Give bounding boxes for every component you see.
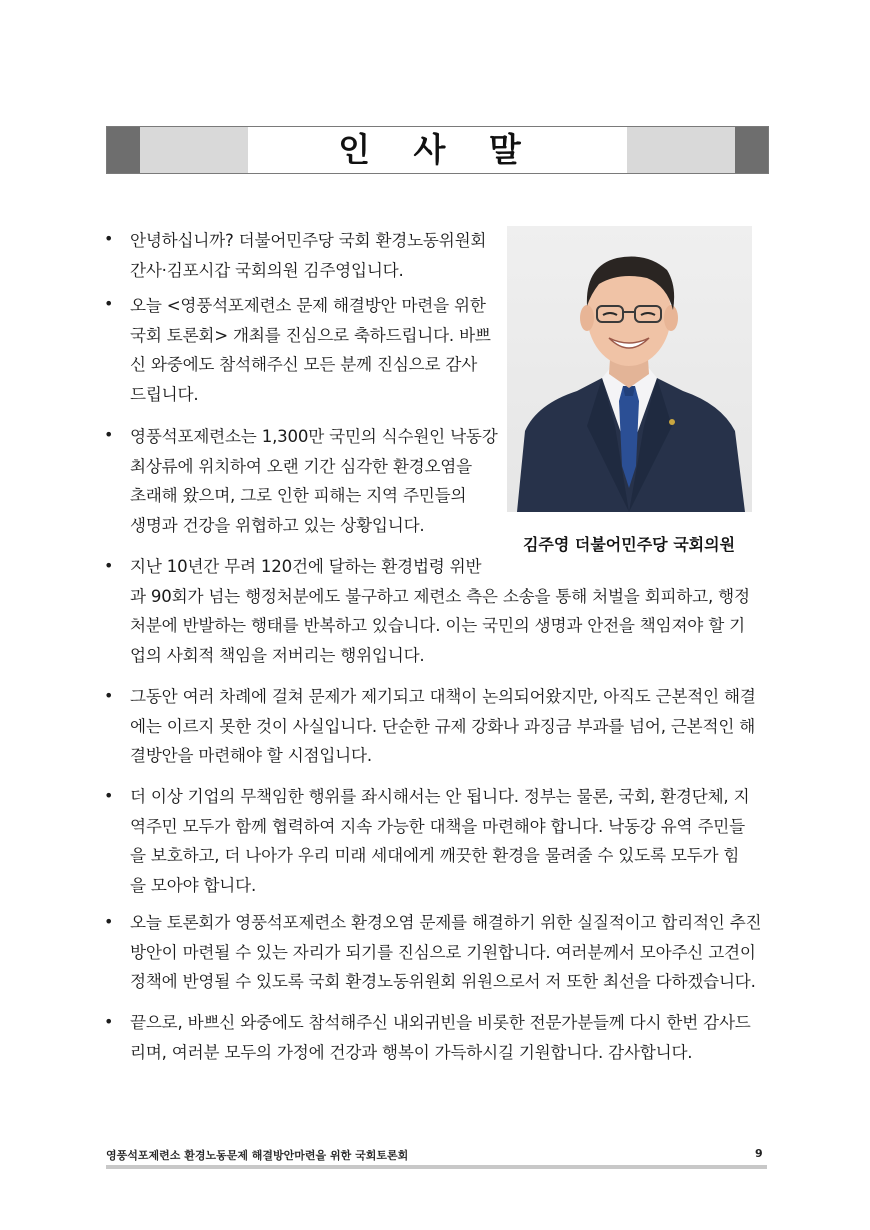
paragraph-7 bbox=[130, 908, 761, 997]
paragraph-line: 과 90회가 넘는 행정처분에도 불구하고 제련소 측은 소송을 통해 처벌을 회피하고, 행정 bbox=[130, 586, 750, 606]
paragraph-line: 영풍석포제련소는 1,300만 국민의 식수원인 낙동강 bbox=[130, 427, 498, 446]
paragraph-line: 역주민 모두가 함께 협력하여 지속 가능한 대책을 마련해야 합니다. 낙동강 유역 주민들 bbox=[130, 816, 745, 836]
paragraph-line: 초래해 왔으며, 그로 인한 피해는 지역 주민들의 bbox=[130, 486, 467, 505]
paragraph-1 bbox=[130, 226, 486, 285]
paragraph-line: 업의 사회적 책임을 저버리는 행위입니다. bbox=[130, 645, 425, 665]
banner-dark-block-left bbox=[107, 127, 140, 173]
footer-title: 영풍석포제련소 환경노동문제 해결방안마련을 위한 국회토론회 bbox=[106, 1149, 409, 1162]
photo-caption: 김주영 더불어민주당 국회의원 bbox=[522, 535, 736, 554]
bullet-8: • bbox=[104, 1012, 114, 1031]
paragraph-3 bbox=[130, 422, 498, 540]
portrait-illustration bbox=[507, 226, 752, 512]
paragraph-line: 오늘 <영풍석포제련소 문제 해결방안 마련을 위한 bbox=[130, 296, 486, 315]
bullet-4: • bbox=[104, 556, 114, 575]
paragraph-line: 지난 10년간 무려 120건에 달하는 환경법령 위반 bbox=[130, 557, 482, 576]
paragraph-line: 최상류에 위치하여 오랜 기간 심각한 환경오염을 bbox=[130, 456, 472, 476]
paragraph-line: 정책에 반영될 수 있도록 국회 환경노동위원회 위원으로서 저 또한 최선을 다하겠습니다. bbox=[130, 972, 756, 991]
paragraph-line: 을 보호하고, 더 나아가 우리 미래 세대에게 깨끗한 환경을 물려줄 수 있도록 모두가 힘 bbox=[130, 846, 740, 865]
paragraph-line: 오늘 토론회가 영풍석포제련소 환경오염 문제를 해결하기 위한 실질적이고 합리적인 추진 bbox=[130, 913, 762, 932]
banner-dark-block-right bbox=[735, 127, 768, 173]
bullet-6: • bbox=[104, 786, 114, 805]
paragraph-line: 그동안 여러 차례에 걸쳐 문제가 제기되고 대책이 논의되어왔지만, 아직도 근본적인 해결 bbox=[130, 687, 756, 706]
paragraph-line: 끝으로, 바쁘신 와중에도 참석해주신 내외귀빈을 비롯한 전문가분들께 다시 한번 감사드 bbox=[130, 1013, 751, 1032]
paragraph-line: 안녕하십니까? 더불어민주당 국회 환경노동위원회 bbox=[130, 231, 487, 250]
bullet-2: • bbox=[104, 294, 114, 313]
paragraph-4 bbox=[130, 552, 750, 670]
paragraph-line: 신 와중에도 참석해주신 모든 분께 진심으로 감사 bbox=[130, 355, 478, 374]
paragraph-line: 을 모아야 합니다. bbox=[130, 875, 257, 895]
paragraph-line: 간사·김포시갑 국회의원 김주영입니다. bbox=[130, 260, 404, 280]
paragraph-8 bbox=[130, 1008, 751, 1067]
banner-light-block-left bbox=[140, 127, 248, 173]
banner-light-block-right bbox=[627, 127, 735, 173]
paragraph-6 bbox=[130, 782, 749, 900]
page-title: 인 사 말 bbox=[338, 130, 537, 169]
paragraph-line: 처분에 반발하는 행태를 반복하고 있습니다. 이는 국민의 생명과 안전을 책임져야 할 기 bbox=[130, 616, 745, 635]
footer-divider bbox=[106, 1165, 767, 1169]
paragraph-line: 결방안을 마련해야 할 시점입니다. bbox=[130, 746, 372, 765]
bullet-1: • bbox=[104, 229, 114, 248]
paragraph-line: 에는 이르지 못한 것이 사실입니다. 단순한 규제 강화나 과징금 부과를 넘어, 근본적인 해 bbox=[130, 716, 756, 736]
paragraph-line: 리며, 여러분 모두의 가정에 건강과 행복이 가득하시길 기원합니다. 감사합니다. bbox=[130, 1042, 693, 1062]
bullet-3: • bbox=[104, 425, 114, 444]
paragraph-line: 생명과 건강을 위협하고 있는 상황입니다. bbox=[130, 515, 425, 535]
paragraph-line: 방안이 마련될 수 있는 자리가 되기를 진심으로 기원합니다. 여러분께서 모아주신 고견이 bbox=[130, 942, 756, 962]
bullet-7: • bbox=[104, 912, 114, 931]
paragraph-5 bbox=[130, 682, 756, 771]
portrait-photo bbox=[507, 226, 752, 512]
paragraph-line: 드립니다. bbox=[130, 384, 199, 404]
title-banner bbox=[106, 126, 769, 174]
bullet-5: • bbox=[104, 686, 114, 705]
paragraph-line: 국회 토론회> 개최를 진심으로 축하드립니다. 바쁘 bbox=[130, 325, 491, 345]
paragraph-line: 더 이상 기업의 무책임한 행위를 좌시해서는 안 됩니다. 정부는 물론, 국회, 환경단체, 지 bbox=[130, 787, 750, 806]
page-number: 9 bbox=[755, 1147, 763, 1160]
paragraph-2 bbox=[130, 291, 491, 409]
